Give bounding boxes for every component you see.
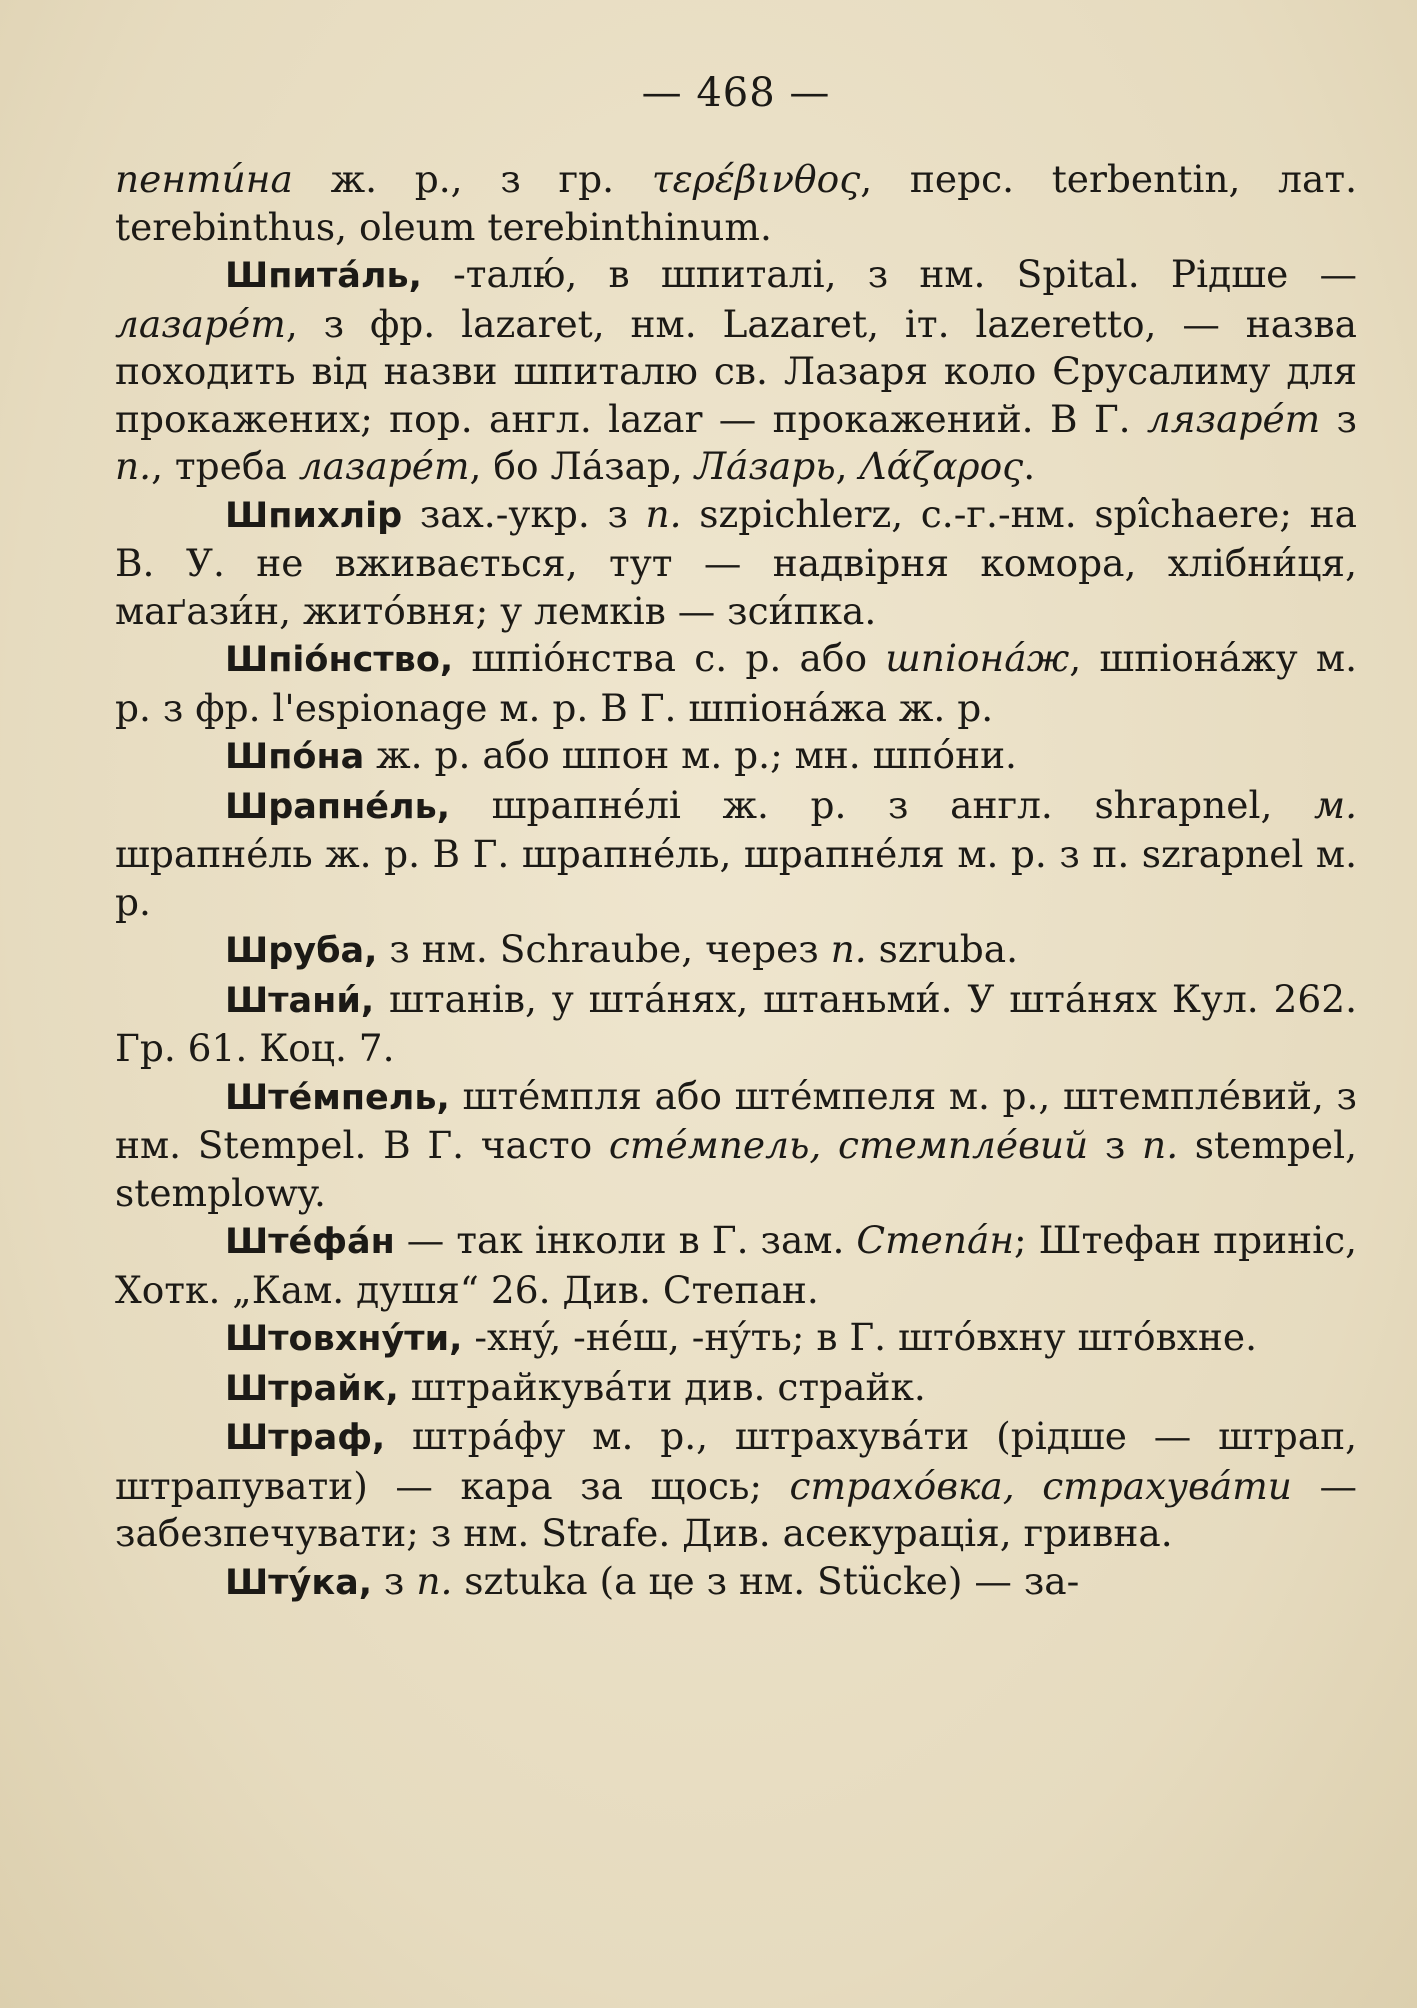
dictionary-entry (115, 732, 1357, 782)
italic-term: страхóвка, страхувáти (789, 1463, 1292, 1508)
entry-text: , шпіонáжу м. р. з фр. l'espionage м. р. В Г. шпіонáжа ж. р. (115, 636, 1357, 730)
entry-text: шпіóнства с. р. або (453, 636, 886, 680)
entry-text: szpichlerz, с.-г.-нм. spîchaere; на В. У. не вживається, тут — надвірня комора, хлібни́ця, маґази́н, житóвня; у лемків — зси́пка. (115, 491, 1357, 633)
entry-headword: Штовхнýти, (225, 1319, 463, 1359)
italic-term: пентúна (115, 157, 293, 201)
italic-term: Лáзарь (694, 444, 836, 488)
dictionary-entry (115, 782, 1357, 927)
entry-text: szruba. (866, 927, 1019, 971)
entry-text: , бо Лáзар, (469, 444, 695, 488)
italic-term: шпіонáж (885, 636, 1070, 680)
entry-text: штанів, у штáнях, штаньми́. У штáнях Кул. 262. Гр. 61. Коц. 7. (115, 976, 1357, 1070)
italic-term: стéмпель, стемплéвий (608, 1123, 1089, 1167)
entry-text: -хнý, -нéш, -нýть; в Г. штóвхну штóвхне. (462, 1315, 1257, 1359)
italic-term: лазарéт (115, 301, 286, 346)
entry-headword: Штýка, (225, 1562, 373, 1603)
entry-text: штéмпля або штéмпеля м. р., штемплéвий, з нм. Stempel. В Г. часто (115, 1073, 1357, 1167)
entry-text: з (1088, 1123, 1143, 1167)
entry-text: sztuka (а це з нм. Stücke) — за- (452, 1558, 1080, 1603)
entry-headword: Шпóна (225, 737, 365, 777)
entry-text: шрапнéлі ж. р. з англ. shrapnel, (450, 782, 1314, 827)
entry-text: — забезпечувати; з нм. Strafe. Див. асекурація, гривна. (115, 1463, 1358, 1555)
italic-term: Степáн (856, 1218, 1015, 1262)
entry-text: з (372, 1558, 417, 1603)
entry-text: , (835, 444, 860, 488)
entry-headword: Шрапнéль, (225, 786, 451, 827)
entry-text: з (1320, 396, 1357, 441)
italic-term: лязарéт (1146, 396, 1321, 441)
italic-term: п. (1142, 1123, 1179, 1167)
dictionary-entry (115, 1364, 1357, 1414)
dictionary-entry (115, 156, 1357, 251)
italic-term: τερέβινθος (651, 157, 861, 201)
entry-headword: Штани́, (225, 980, 375, 1021)
entry-text: ж. р., з гр. (292, 157, 652, 201)
entry-headword: Штéфáн (225, 1222, 395, 1262)
dictionary-entry (115, 1217, 1357, 1314)
entry-text: ; Штефан приніс, Хотк. „Кам. душя“ 26. Див. Степан. (115, 1218, 1358, 1312)
italic-term: п. (830, 927, 867, 971)
entry-headword: Шпихлір (225, 495, 403, 536)
entry-text: ж. р. або шпон м. р.; мн. шпóни. (364, 733, 1017, 777)
italic-term: Λάζαρος (859, 444, 1024, 488)
entry-text: -талю́, в шпиталі, з нм. Spital. Рідше — (421, 252, 1357, 296)
entry-text: , з фр. lazaret, нм. Lazaret, іт. lazeretto, — назва походить від назви шпиталю св. Лазаря коло Єрусалиму для прокажених; пор. англ. lazar — прокажений. В Г. (115, 301, 1357, 441)
dictionary-entry (115, 1073, 1357, 1218)
dictionary-entry (115, 926, 1357, 976)
entry-text: штрáфу м. р., штрахувáти (рідше — штрап, штрапувати) — кара за щось; (115, 1414, 1357, 1508)
italic-term: м. (1313, 782, 1357, 827)
entry-headword: Штрайк, (225, 1368, 399, 1409)
italic-term: п. (645, 491, 682, 536)
entry-text: шрапнéль ж. р. В Г. шрапнéль, шрапнéля м. р. з п. szrapnel м. р. (115, 832, 1357, 924)
italic-term: лазарéт (298, 444, 470, 488)
dictionary-entry (115, 1413, 1357, 1558)
entry-headword: Штраф, (225, 1418, 386, 1458)
dictionary-entries (115, 156, 1357, 1607)
entry-headword: Штéмпель, (225, 1077, 450, 1118)
italic-term: п. (416, 1558, 453, 1603)
dictionary-entry (115, 635, 1357, 732)
dictionary-entry (115, 1314, 1357, 1364)
entry-headword: Шруба, (225, 931, 378, 971)
entry-text: , перс. terbentin, лат. terebinthus, oleum terebinthinum. (115, 157, 1358, 249)
entry-text: зах.-укр. з (402, 491, 646, 536)
dictionary-entry (115, 1558, 1357, 1608)
entry-text: з нм. Schraube, через (377, 927, 831, 971)
entry-text: штрайкувáти див. страйк. (398, 1364, 926, 1409)
dictionary-entry (115, 251, 1357, 491)
entry-text: , треба (151, 444, 299, 488)
dictionary-entry (115, 491, 1357, 636)
entry-headword: Шпитáль, (225, 256, 422, 296)
entry-text: . (1023, 444, 1036, 488)
entry-text: — так інколи в Г. зам. (394, 1218, 857, 1262)
page-number: — 468 — (641, 70, 831, 116)
dictionary-entry (115, 976, 1357, 1073)
entry-headword: Шпіóнство, (225, 640, 454, 680)
italic-term: п. (115, 444, 152, 488)
entry-text: stempel, stemplowy. (115, 1123, 1357, 1215)
